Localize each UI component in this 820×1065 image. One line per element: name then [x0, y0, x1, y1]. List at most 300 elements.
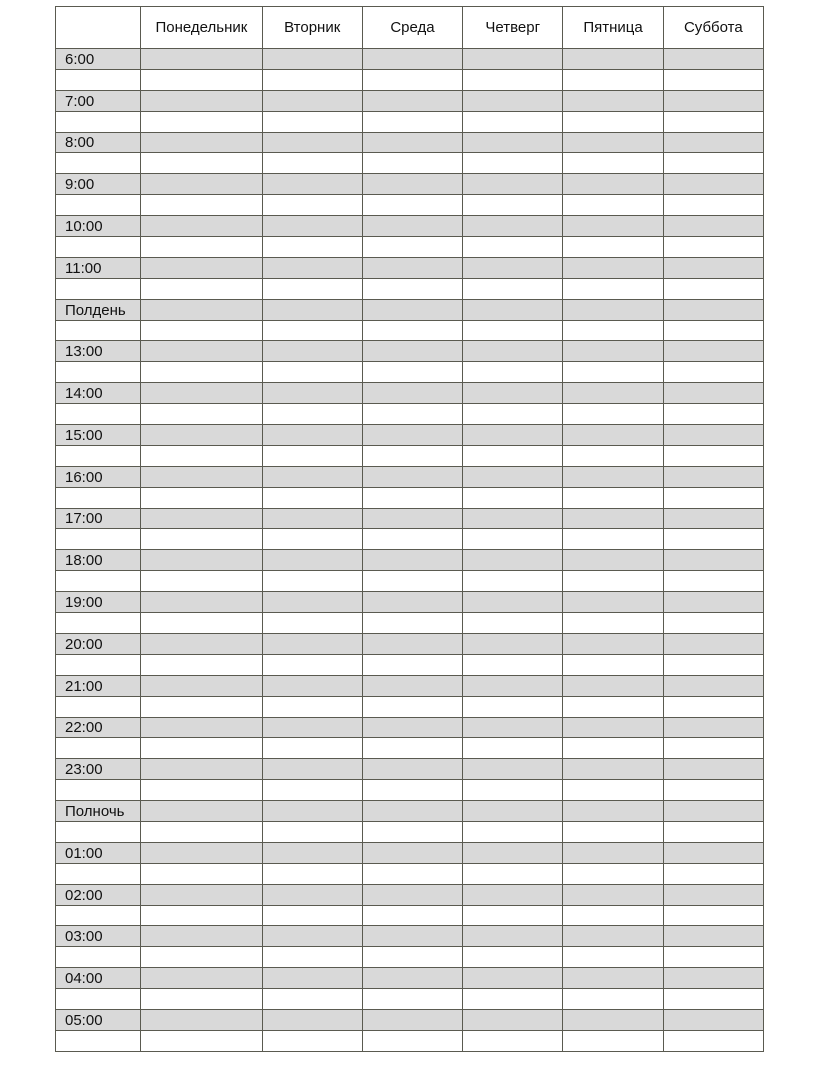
slot-cell-saturday[interactable]	[663, 320, 763, 341]
slot-cell-monday[interactable]	[141, 1009, 262, 1030]
slot-cell-friday[interactable]	[563, 445, 663, 466]
slot-cell-tuesday[interactable]	[262, 132, 362, 153]
slot-cell-saturday[interactable]	[663, 90, 763, 111]
hour-row	[56, 383, 764, 404]
slot-cell-friday[interactable]	[563, 571, 663, 592]
slot-cell-tuesday[interactable]	[262, 1009, 362, 1030]
slot-cell-friday[interactable]	[563, 174, 663, 195]
slot-cell-saturday[interactable]	[663, 884, 763, 905]
slot-cell-thursday[interactable]	[463, 884, 563, 905]
slot-cell-tuesday[interactable]	[262, 111, 362, 132]
half-hour-row	[56, 947, 764, 968]
slot-cell-saturday[interactable]	[663, 153, 763, 174]
slot-cell-saturday[interactable]	[663, 466, 763, 487]
slot-cell-wednesday[interactable]	[362, 445, 462, 466]
slot-cell-saturday[interactable]	[663, 1030, 763, 1051]
slot-cell-saturday[interactable]	[663, 926, 763, 947]
slot-cell-saturday[interactable]	[663, 801, 763, 822]
hour-row	[56, 801, 764, 822]
slot-cell-friday[interactable]	[563, 69, 663, 90]
slot-cell-monday[interactable]	[141, 425, 262, 446]
slot-cell-wednesday[interactable]	[362, 237, 462, 258]
slot-cell-wednesday[interactable]	[362, 863, 462, 884]
slot-cell-tuesday[interactable]	[262, 613, 362, 634]
slot-cell-monday[interactable]	[141, 341, 262, 362]
slot-cell-wednesday[interactable]	[362, 383, 462, 404]
slot-cell-tuesday[interactable]	[262, 237, 362, 258]
slot-cell-tuesday[interactable]	[262, 69, 362, 90]
time-label-blank	[56, 1030, 141, 1051]
slot-cell-wednesday[interactable]	[362, 654, 462, 675]
slot-cell-monday[interactable]	[141, 613, 262, 634]
time-label-blank	[56, 613, 141, 634]
slot-cell-thursday[interactable]	[463, 717, 563, 738]
slot-cell-saturday[interactable]	[663, 508, 763, 529]
slot-cell-wednesday[interactable]	[362, 780, 462, 801]
slot-cell-friday[interactable]	[563, 341, 663, 362]
slot-cell-monday[interactable]	[141, 696, 262, 717]
slot-cell-thursday[interactable]	[463, 863, 563, 884]
slot-cell-tuesday[interactable]	[262, 445, 362, 466]
slot-cell-saturday[interactable]	[663, 362, 763, 383]
half-hour-row	[56, 404, 764, 425]
slot-cell-saturday[interactable]	[663, 968, 763, 989]
slot-cell-wednesday[interactable]	[362, 947, 462, 968]
slot-cell-saturday[interactable]	[663, 1009, 763, 1030]
slot-cell-tuesday[interactable]	[262, 592, 362, 613]
slot-cell-thursday[interactable]	[463, 592, 563, 613]
slot-cell-wednesday[interactable]	[362, 696, 462, 717]
slot-cell-monday[interactable]	[141, 968, 262, 989]
slot-cell-friday[interactable]	[563, 90, 663, 111]
slot-cell-monday[interactable]	[141, 529, 262, 550]
slot-cell-thursday[interactable]	[463, 759, 563, 780]
slot-cell-tuesday[interactable]	[262, 49, 362, 70]
slot-cell-wednesday[interactable]	[362, 362, 462, 383]
slot-cell-friday[interactable]	[563, 696, 663, 717]
slot-cell-wednesday[interactable]	[362, 257, 462, 278]
slot-cell-saturday[interactable]	[663, 195, 763, 216]
slot-cell-saturday[interactable]	[663, 487, 763, 508]
slot-cell-monday[interactable]	[141, 508, 262, 529]
slot-cell-monday[interactable]	[141, 320, 262, 341]
slot-cell-monday[interactable]	[141, 362, 262, 383]
slot-cell-thursday[interactable]	[463, 425, 563, 446]
slot-cell-tuesday[interactable]	[262, 257, 362, 278]
slot-cell-saturday[interactable]	[663, 69, 763, 90]
slot-cell-monday[interactable]	[141, 195, 262, 216]
slot-cell-wednesday[interactable]	[362, 1030, 462, 1051]
slot-cell-wednesday[interactable]	[362, 759, 462, 780]
slot-cell-wednesday[interactable]	[362, 842, 462, 863]
slot-cell-friday[interactable]	[563, 801, 663, 822]
slot-cell-saturday[interactable]	[663, 445, 763, 466]
slot-cell-tuesday[interactable]	[262, 759, 362, 780]
slot-cell-tuesday[interactable]	[262, 780, 362, 801]
slot-cell-thursday[interactable]	[463, 174, 563, 195]
slot-cell-monday[interactable]	[141, 111, 262, 132]
slot-cell-tuesday[interactable]	[262, 842, 362, 863]
slot-cell-saturday[interactable]	[663, 905, 763, 926]
slot-cell-wednesday[interactable]	[362, 278, 462, 299]
slot-cell-monday[interactable]	[141, 237, 262, 258]
slot-cell-monday[interactable]	[141, 153, 262, 174]
slot-cell-wednesday[interactable]	[362, 717, 462, 738]
slot-cell-tuesday[interactable]	[262, 696, 362, 717]
slot-cell-wednesday[interactable]	[362, 529, 462, 550]
slot-cell-thursday[interactable]	[463, 195, 563, 216]
slot-cell-tuesday[interactable]	[262, 947, 362, 968]
slot-cell-friday[interactable]	[563, 299, 663, 320]
slot-cell-thursday[interactable]	[463, 320, 563, 341]
slot-cell-monday[interactable]	[141, 571, 262, 592]
slot-cell-wednesday[interactable]	[362, 132, 462, 153]
slot-cell-friday[interactable]	[563, 989, 663, 1010]
slot-cell-friday[interactable]	[563, 237, 663, 258]
slot-cell-wednesday[interactable]	[362, 633, 462, 654]
slot-cell-monday[interactable]	[141, 592, 262, 613]
slot-cell-saturday[interactable]	[663, 383, 763, 404]
slot-cell-thursday[interactable]	[463, 90, 563, 111]
slot-cell-wednesday[interactable]	[362, 69, 462, 90]
slot-cell-tuesday[interactable]	[262, 633, 362, 654]
slot-cell-saturday[interactable]	[663, 717, 763, 738]
slot-cell-wednesday[interactable]	[362, 90, 462, 111]
slot-cell-friday[interactable]	[563, 508, 663, 529]
slot-cell-saturday[interactable]	[663, 257, 763, 278]
slot-cell-monday[interactable]	[141, 926, 262, 947]
slot-cell-tuesday[interactable]	[262, 487, 362, 508]
slot-cell-friday[interactable]	[563, 905, 663, 926]
slot-cell-tuesday[interactable]	[262, 341, 362, 362]
slot-cell-tuesday[interactable]	[262, 863, 362, 884]
slot-cell-friday[interactable]	[563, 633, 663, 654]
slot-cell-thursday[interactable]	[463, 278, 563, 299]
slot-cell-friday[interactable]	[563, 383, 663, 404]
slot-cell-wednesday[interactable]	[362, 592, 462, 613]
slot-cell-wednesday[interactable]	[362, 821, 462, 842]
slot-cell-thursday[interactable]	[463, 529, 563, 550]
slot-cell-monday[interactable]	[141, 884, 262, 905]
slot-cell-saturday[interactable]	[663, 780, 763, 801]
slot-cell-thursday[interactable]	[463, 633, 563, 654]
slot-cell-thursday[interactable]	[463, 613, 563, 634]
slot-cell-tuesday[interactable]	[262, 926, 362, 947]
slot-cell-saturday[interactable]	[663, 571, 763, 592]
slot-cell-saturday[interactable]	[663, 989, 763, 1010]
slot-cell-saturday[interactable]	[663, 738, 763, 759]
slot-cell-thursday[interactable]	[463, 675, 563, 696]
slot-cell-wednesday[interactable]	[362, 195, 462, 216]
slot-cell-thursday[interactable]	[463, 487, 563, 508]
slot-cell-tuesday[interactable]	[262, 1030, 362, 1051]
slot-cell-monday[interactable]	[141, 257, 262, 278]
slot-cell-thursday[interactable]	[463, 362, 563, 383]
slot-cell-thursday[interactable]	[463, 550, 563, 571]
slot-cell-tuesday[interactable]	[262, 821, 362, 842]
slot-cell-thursday[interactable]	[463, 989, 563, 1010]
slot-cell-wednesday[interactable]	[362, 738, 462, 759]
slot-cell-friday[interactable]	[563, 404, 663, 425]
slot-cell-wednesday[interactable]	[362, 320, 462, 341]
slot-cell-saturday[interactable]	[663, 696, 763, 717]
slot-cell-monday[interactable]	[141, 633, 262, 654]
slot-cell-saturday[interactable]	[663, 550, 763, 571]
slot-cell-friday[interactable]	[563, 529, 663, 550]
slot-cell-tuesday[interactable]	[262, 425, 362, 446]
slot-cell-monday[interactable]	[141, 1030, 262, 1051]
slot-cell-wednesday[interactable]	[362, 111, 462, 132]
slot-cell-wednesday[interactable]	[362, 550, 462, 571]
slot-cell-wednesday[interactable]	[362, 905, 462, 926]
slot-cell-thursday[interactable]	[463, 508, 563, 529]
slot-cell-tuesday[interactable]	[262, 675, 362, 696]
slot-cell-tuesday[interactable]	[262, 508, 362, 529]
slot-cell-friday[interactable]	[563, 1030, 663, 1051]
slot-cell-thursday[interactable]	[463, 257, 563, 278]
time-label-blank	[56, 571, 141, 592]
slot-cell-monday[interactable]	[141, 132, 262, 153]
slot-cell-wednesday[interactable]	[362, 487, 462, 508]
slot-cell-tuesday[interactable]	[262, 320, 362, 341]
slot-cell-thursday[interactable]	[463, 696, 563, 717]
time-label: 22:00	[56, 717, 141, 738]
slot-cell-thursday[interactable]	[463, 905, 563, 926]
slot-cell-thursday[interactable]	[463, 445, 563, 466]
slot-cell-thursday[interactable]	[463, 153, 563, 174]
slot-cell-thursday[interactable]	[463, 299, 563, 320]
slot-cell-tuesday[interactable]	[262, 884, 362, 905]
slot-cell-thursday[interactable]	[463, 49, 563, 70]
slot-cell-saturday[interactable]	[663, 216, 763, 237]
slot-cell-friday[interactable]	[563, 550, 663, 571]
slot-cell-friday[interactable]	[563, 278, 663, 299]
slot-cell-thursday[interactable]	[463, 968, 563, 989]
slot-cell-thursday[interactable]	[463, 842, 563, 863]
slot-cell-saturday[interactable]	[663, 947, 763, 968]
slot-cell-saturday[interactable]	[663, 633, 763, 654]
slot-cell-wednesday[interactable]	[362, 801, 462, 822]
slot-cell-friday[interactable]	[563, 1009, 663, 1030]
slot-cell-monday[interactable]	[141, 550, 262, 571]
slot-cell-thursday[interactable]	[463, 947, 563, 968]
slot-cell-thursday[interactable]	[463, 654, 563, 675]
slot-cell-tuesday[interactable]	[262, 278, 362, 299]
slot-cell-tuesday[interactable]	[262, 195, 362, 216]
slot-cell-thursday[interactable]	[463, 780, 563, 801]
slot-cell-wednesday[interactable]	[362, 216, 462, 237]
slot-cell-wednesday[interactable]	[362, 299, 462, 320]
slot-cell-friday[interactable]	[563, 884, 663, 905]
slot-cell-monday[interactable]	[141, 801, 262, 822]
time-label: 11:00	[56, 257, 141, 278]
slot-cell-saturday[interactable]	[663, 592, 763, 613]
slot-cell-thursday[interactable]	[463, 216, 563, 237]
slot-cell-thursday[interactable]	[463, 738, 563, 759]
slot-cell-monday[interactable]	[141, 216, 262, 237]
time-label: Полдень	[56, 299, 141, 320]
slot-cell-wednesday[interactable]	[362, 153, 462, 174]
slot-cell-friday[interactable]	[563, 738, 663, 759]
slot-cell-saturday[interactable]	[663, 237, 763, 258]
slot-cell-monday[interactable]	[141, 905, 262, 926]
slot-cell-monday[interactable]	[141, 487, 262, 508]
slot-cell-monday[interactable]	[141, 383, 262, 404]
slot-cell-tuesday[interactable]	[262, 738, 362, 759]
slot-cell-wednesday[interactable]	[362, 174, 462, 195]
slot-cell-thursday[interactable]	[463, 1009, 563, 1030]
slot-cell-tuesday[interactable]	[262, 801, 362, 822]
slot-cell-saturday[interactable]	[663, 863, 763, 884]
slot-cell-tuesday[interactable]	[262, 968, 362, 989]
slot-cell-tuesday[interactable]	[262, 404, 362, 425]
slot-cell-friday[interactable]	[563, 216, 663, 237]
slot-cell-thursday[interactable]	[463, 466, 563, 487]
slot-cell-wednesday[interactable]	[362, 508, 462, 529]
slot-cell-thursday[interactable]	[463, 926, 563, 947]
slot-cell-saturday[interactable]	[663, 675, 763, 696]
slot-cell-saturday[interactable]	[663, 132, 763, 153]
slot-cell-monday[interactable]	[141, 759, 262, 780]
slot-cell-tuesday[interactable]	[262, 654, 362, 675]
slot-cell-saturday[interactable]	[663, 299, 763, 320]
slot-cell-friday[interactable]	[563, 613, 663, 634]
slot-cell-monday[interactable]	[141, 863, 262, 884]
slot-cell-friday[interactable]	[563, 654, 663, 675]
slot-cell-friday[interactable]	[563, 592, 663, 613]
slot-cell-thursday[interactable]	[463, 237, 563, 258]
slot-cell-wednesday[interactable]	[362, 884, 462, 905]
slot-cell-monday[interactable]	[141, 90, 262, 111]
slot-cell-wednesday[interactable]	[362, 989, 462, 1010]
slot-cell-friday[interactable]	[563, 153, 663, 174]
slot-cell-friday[interactable]	[563, 425, 663, 446]
slot-cell-friday[interactable]	[563, 49, 663, 70]
slot-cell-wednesday[interactable]	[362, 571, 462, 592]
slot-cell-thursday[interactable]	[463, 404, 563, 425]
slot-cell-thursday[interactable]	[463, 1030, 563, 1051]
slot-cell-thursday[interactable]	[463, 801, 563, 822]
slot-cell-wednesday[interactable]	[362, 404, 462, 425]
slot-cell-thursday[interactable]	[463, 571, 563, 592]
slot-cell-wednesday[interactable]	[362, 466, 462, 487]
slot-cell-monday[interactable]	[141, 278, 262, 299]
slot-cell-saturday[interactable]	[663, 613, 763, 634]
slot-cell-friday[interactable]	[563, 759, 663, 780]
slot-cell-saturday[interactable]	[663, 759, 763, 780]
slot-cell-friday[interactable]	[563, 926, 663, 947]
slot-cell-monday[interactable]	[141, 404, 262, 425]
slot-cell-friday[interactable]	[563, 675, 663, 696]
slot-cell-wednesday[interactable]	[362, 613, 462, 634]
slot-cell-friday[interactable]	[563, 257, 663, 278]
slot-cell-wednesday[interactable]	[362, 926, 462, 947]
slot-cell-friday[interactable]	[563, 842, 663, 863]
slot-cell-monday[interactable]	[141, 69, 262, 90]
slot-cell-wednesday[interactable]	[362, 1009, 462, 1030]
slot-cell-friday[interactable]	[563, 320, 663, 341]
slot-cell-monday[interactable]	[141, 738, 262, 759]
slot-cell-thursday[interactable]	[463, 69, 563, 90]
slot-cell-saturday[interactable]	[663, 425, 763, 446]
slot-cell-saturday[interactable]	[663, 278, 763, 299]
slot-cell-monday[interactable]	[141, 717, 262, 738]
slot-cell-friday[interactable]	[563, 780, 663, 801]
slot-cell-monday[interactable]	[141, 675, 262, 696]
slot-cell-thursday[interactable]	[463, 383, 563, 404]
slot-cell-tuesday[interactable]	[262, 299, 362, 320]
slot-cell-tuesday[interactable]	[262, 571, 362, 592]
slot-cell-thursday[interactable]	[463, 341, 563, 362]
slot-cell-monday[interactable]	[141, 299, 262, 320]
slot-cell-monday[interactable]	[141, 821, 262, 842]
slot-cell-thursday[interactable]	[463, 111, 563, 132]
slot-cell-monday[interactable]	[141, 654, 262, 675]
slot-cell-tuesday[interactable]	[262, 174, 362, 195]
slot-cell-wednesday[interactable]	[362, 49, 462, 70]
slot-cell-friday[interactable]	[563, 947, 663, 968]
slot-cell-friday[interactable]	[563, 195, 663, 216]
slot-cell-tuesday[interactable]	[262, 529, 362, 550]
slot-cell-monday[interactable]	[141, 780, 262, 801]
slot-cell-wednesday[interactable]	[362, 425, 462, 446]
slot-cell-tuesday[interactable]	[262, 362, 362, 383]
slot-cell-tuesday[interactable]	[262, 383, 362, 404]
half-hour-row	[56, 821, 764, 842]
slot-cell-tuesday[interactable]	[262, 216, 362, 237]
slot-cell-monday[interactable]	[141, 466, 262, 487]
slot-cell-tuesday[interactable]	[262, 905, 362, 926]
slot-cell-saturday[interactable]	[663, 654, 763, 675]
slot-cell-friday[interactable]	[563, 487, 663, 508]
slot-cell-friday[interactable]	[563, 717, 663, 738]
slot-cell-tuesday[interactable]	[262, 466, 362, 487]
slot-cell-saturday[interactable]	[663, 341, 763, 362]
slot-cell-friday[interactable]	[563, 968, 663, 989]
slot-cell-saturday[interactable]	[663, 404, 763, 425]
slot-cell-saturday[interactable]	[663, 111, 763, 132]
slot-cell-tuesday[interactable]	[262, 90, 362, 111]
slot-cell-thursday[interactable]	[463, 821, 563, 842]
slot-cell-monday[interactable]	[141, 842, 262, 863]
slot-cell-monday[interactable]	[141, 947, 262, 968]
slot-cell-wednesday[interactable]	[362, 968, 462, 989]
slot-cell-saturday[interactable]	[663, 842, 763, 863]
slot-cell-friday[interactable]	[563, 466, 663, 487]
slot-cell-tuesday[interactable]	[262, 989, 362, 1010]
slot-cell-tuesday[interactable]	[262, 153, 362, 174]
slot-cell-saturday[interactable]	[663, 821, 763, 842]
slot-cell-saturday[interactable]	[663, 174, 763, 195]
slot-cell-friday[interactable]	[563, 362, 663, 383]
slot-cell-tuesday[interactable]	[262, 550, 362, 571]
slot-cell-monday[interactable]	[141, 445, 262, 466]
slot-cell-wednesday[interactable]	[362, 675, 462, 696]
slot-cell-friday[interactable]	[563, 821, 663, 842]
slot-cell-thursday[interactable]	[463, 132, 563, 153]
slot-cell-tuesday[interactable]	[262, 717, 362, 738]
slot-cell-wednesday[interactable]	[362, 341, 462, 362]
slot-cell-friday[interactable]	[563, 111, 663, 132]
slot-cell-monday[interactable]	[141, 49, 262, 70]
slot-cell-monday[interactable]	[141, 989, 262, 1010]
time-label-blank	[56, 487, 141, 508]
slot-cell-saturday[interactable]	[663, 529, 763, 550]
slot-cell-monday[interactable]	[141, 174, 262, 195]
slot-cell-friday[interactable]	[563, 132, 663, 153]
slot-cell-friday[interactable]	[563, 863, 663, 884]
slot-cell-saturday[interactable]	[663, 49, 763, 70]
